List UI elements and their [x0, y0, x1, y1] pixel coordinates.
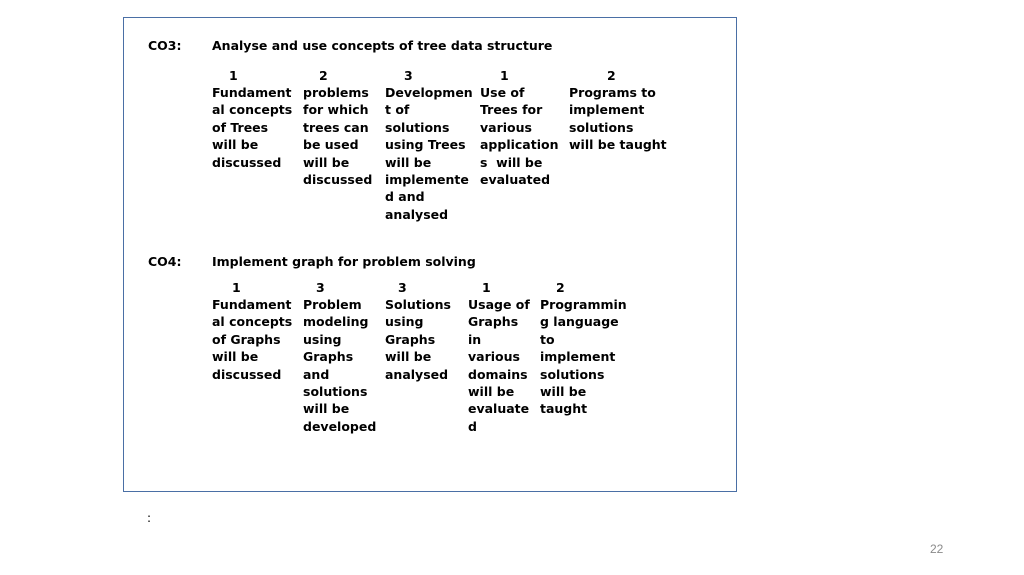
- co3-col3-text: Developmen t of solutions using Trees will be implemente d and analysed: [385, 85, 473, 222]
- co3-col2-text: problems for which trees can be used will be discussed: [303, 85, 373, 188]
- co3-col5-text: Programs to implement solutions will be taught: [569, 85, 667, 153]
- co3-col1-number: 1: [229, 68, 238, 83]
- co4-col5-number: 2: [556, 280, 565, 295]
- co3-title: Analyse and use concepts of tree data structure: [212, 38, 553, 53]
- co4-col5-text: Programmin g language to implement solutions will be taught: [540, 297, 627, 417]
- co4-col2-number: 3: [316, 280, 325, 295]
- co4-col3-number: 3: [398, 280, 407, 295]
- co4-col1-number: 1: [232, 280, 241, 295]
- co4-col1-text: Fundament al concepts of Graphs will be discussed: [212, 297, 293, 382]
- footnote: :: [147, 511, 152, 525]
- co3-col4-number: 1: [500, 68, 509, 83]
- co3-col3-number: 3: [404, 68, 413, 83]
- co4-col4-text: Usage of Graphs in various domains will be evaluate d: [468, 297, 530, 434]
- co4-title: Implement graph for problem solving: [212, 254, 476, 269]
- co3-col1-text: Fundament al concepts of Trees will be discussed: [212, 85, 293, 170]
- co4-col2-text: Problem modeling using Graphs and solutions will be developed: [303, 297, 377, 434]
- page-number: 22: [930, 542, 944, 556]
- co3-col5-number: 2: [607, 68, 616, 83]
- co4-col4-number: 1: [482, 280, 491, 295]
- co3-label: CO3:: [148, 38, 182, 53]
- co4-label: CO4:: [148, 254, 182, 269]
- co3-col4-text: Use of Trees for various application s will be evaluated: [480, 85, 559, 188]
- co4-col3-text: Solutions using Graphs will be analysed: [385, 297, 451, 382]
- co3-col2-number: 2: [319, 68, 328, 83]
